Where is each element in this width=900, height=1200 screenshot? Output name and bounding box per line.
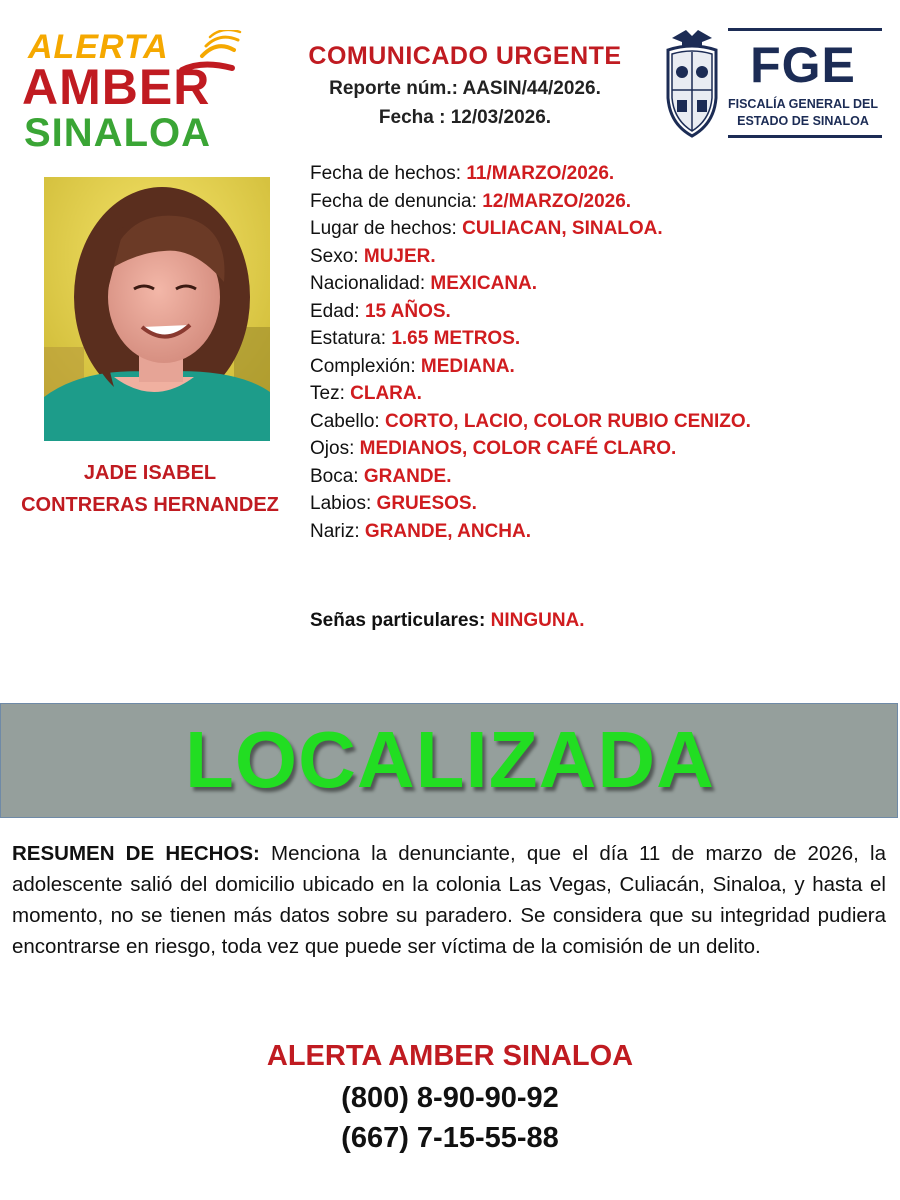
footer-title: ALERTA AMBER SINALOA: [266, 1040, 634, 1072]
detail-row: [310, 243, 890, 271]
person-details-list: [310, 160, 890, 545]
fge-logo: [724, 28, 882, 140]
detail-label: Edad:: [310, 300, 365, 322]
detail-label: Tez:: [310, 383, 351, 404]
detail-label: Nacionalidad:: [310, 273, 431, 294]
detail-value: GRANDE.: [363, 465, 452, 487]
status-text: LOCALIZADA: [185, 715, 715, 804]
detail-label: Sexo:: [310, 245, 364, 267]
detail-row: [310, 463, 890, 491]
detail-value: CULIACAN, SINALOA.: [462, 218, 663, 239]
detail-row: [310, 298, 890, 326]
detail-label: Ojos:: [310, 438, 360, 459]
detail-value: GRUESOS.: [376, 493, 477, 514]
senas-value: NINGUNA.: [490, 610, 585, 631]
detail-label: Cabello:: [310, 410, 385, 432]
detail-value: 15 AÑOS.: [364, 300, 451, 322]
detail-row: [310, 490, 890, 518]
logo-line-amber: AMBER: [22, 59, 211, 115]
detail-label: Fecha de denuncia:: [310, 190, 483, 212]
detail-row: [310, 160, 890, 188]
status-banner: [0, 703, 898, 818]
detail-label: Fecha de hechos:: [310, 163, 467, 184]
detail-row: [310, 188, 890, 216]
detail-label: Complexión:: [310, 355, 421, 377]
sinaloa-seal-icon: [664, 28, 720, 140]
phone-number-2[interactable]: (667) 7-15-55-88: [341, 1122, 559, 1154]
person-photo: [44, 177, 270, 441]
detail-value: MEDIANA.: [420, 355, 515, 377]
senas-label: Señas particulares:: [310, 610, 491, 631]
detail-row: [310, 435, 890, 463]
detail-value: MEXICANA.: [430, 273, 538, 294]
resumen-label: RESUMEN DE HECHOS:: [12, 842, 260, 865]
detail-label: Lugar de hechos:: [310, 218, 463, 239]
detail-value: MEDIANOS, COLOR CAFÉ CLARO.: [359, 438, 677, 459]
fge-name-line2: ESTADO DE SINALOA: [737, 114, 869, 128]
detail-row: [310, 380, 890, 408]
detail-value: 11/MARZO/2026.: [466, 163, 615, 184]
detail-row: [310, 325, 890, 353]
detail-value: MUJER.: [363, 245, 436, 267]
phone-number-1[interactable]: (800) 8-90-90-92: [341, 1082, 559, 1114]
detail-row: [310, 408, 890, 436]
person-name-last: CONTRERAS HERNANDEZ: [21, 494, 279, 516]
detail-label: Boca:: [310, 465, 364, 487]
report-number: Reporte núm.: AASIN/44/2026.: [329, 78, 601, 99]
page-title: COMUNICADO URGENTE: [308, 42, 622, 70]
detail-row: [310, 353, 890, 381]
resumen-text: Menciona la denunciante, que el día 11 de marzo de 2026, la adolescente salió del domicilio ubicado en la colonia Las Vegas, Culiacán, Sinaloa, y hasta el momento, no se tienen más datos sobre su paradero. Se considera que su integridad pudiera encontrarse en riesgo, toda vez que puede ser víctima de la comisión de un delito.: [12, 842, 886, 958]
senas-particulares: [310, 610, 585, 632]
report-date: Fecha : 12/03/2026.: [378, 107, 552, 128]
detail-value: CLARA.: [350, 383, 422, 404]
alerta-amber-logo: [22, 28, 252, 156]
detail-label: Nariz:: [310, 520, 365, 542]
detail-row: [310, 518, 890, 546]
detail-value: 1.65 METROS.: [391, 328, 521, 349]
detail-value: CORTO, LACIO, COLOR RUBIO CENIZO.: [385, 410, 751, 432]
person-name-first: JADE ISABEL: [83, 462, 217, 484]
detail-row: [310, 215, 890, 243]
detail-value: 12/MARZO/2026.: [482, 190, 632, 212]
detail-label: Labios:: [310, 493, 377, 514]
detail-label: Estatura:: [310, 328, 392, 349]
logo-line-alerta: ALERTA: [28, 28, 169, 66]
resumen-de-hechos: [12, 838, 886, 962]
detail-row: [310, 270, 890, 298]
logo-line-sinaloa: SINALOA: [24, 111, 211, 155]
signal-waves-icon: [172, 30, 252, 90]
fge-acronym: FGE: [750, 37, 856, 93]
detail-value: GRANDE, ANCHA.: [364, 520, 531, 542]
fge-name-line1: FISCALÍA GENERAL DEL: [727, 97, 878, 111]
